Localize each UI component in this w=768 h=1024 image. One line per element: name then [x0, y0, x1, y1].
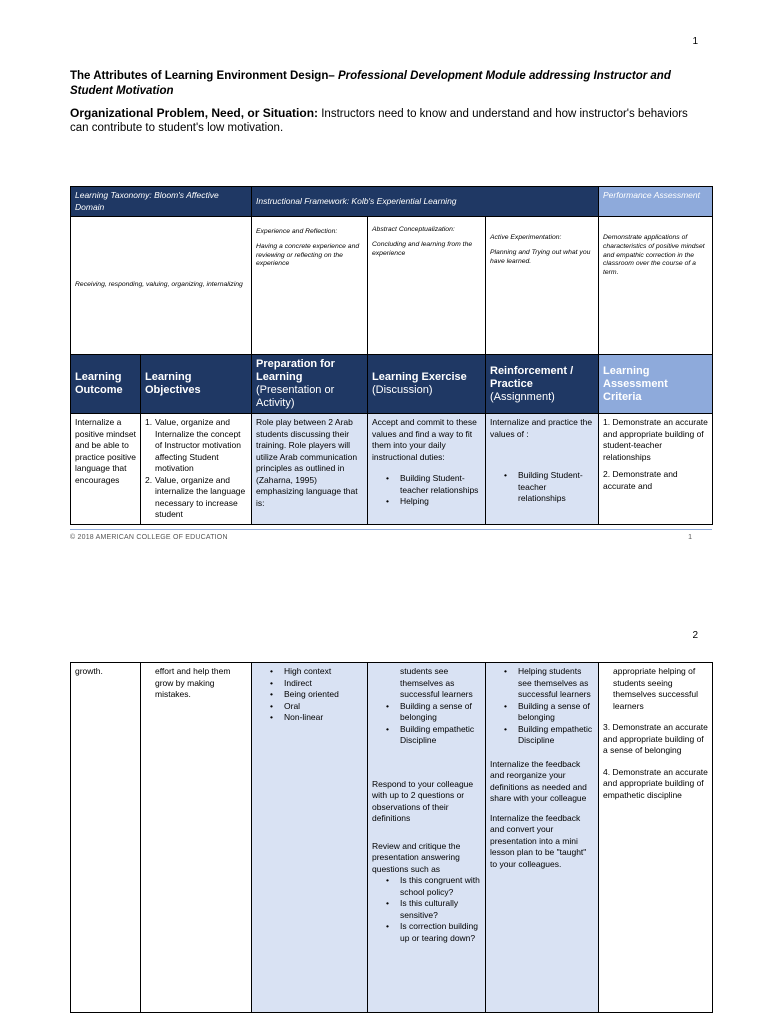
list-item: • Oral [256, 701, 363, 713]
list-item: • Is this congruent with school policy? [372, 875, 481, 898]
objectives-cell: 1. Value, organize and Internalize the concept of Instructor motivation affecting Student motivation 2. Value, organize and internalize the language necessary to increase student [141, 414, 252, 525]
page-number: 1 [692, 36, 698, 47]
list-item: • Building a sense of belonging [372, 701, 481, 724]
list-item: • Building Student-teacher relationships [372, 473, 481, 496]
active-experimentation-cell: Active Experimentation: Planning and Trying out what you have learned. [486, 217, 599, 355]
exercise-cell: students see themselves as successful learners • Building a sense of belonging • Building empathetic Discipline Respond to your colleague with up to 2 questions or observations of their definitions Review and critique the presentation answering questions such as • Is this congruent with school policy? • Is this culturally sensitive? • Is correction building up or tearing down? [368, 663, 486, 1013]
col-learning-exercise: Learning Exercise (Discussion) [368, 355, 486, 414]
performance-header: Performance Assessment [599, 187, 713, 217]
exercise-cell: Accept and commit to these values and find a way to fit them into your daily instructional duties: • Building Student-teacher relationships • Helping [368, 414, 486, 525]
col-learning-outcome: Learning Outcome [71, 355, 141, 414]
assessment-cell: 1. Demonstrate an accurate and appropriate building of student-teacher relationships 2. Demonstrate and accurate and [599, 414, 713, 525]
col-preparation: Preparation for Learning (Presentation or Activity) [252, 355, 368, 414]
reinforcement-cell: Internalize and practice the values of : • Building Student-teacher relationships [486, 414, 599, 525]
taxonomy-levels: Receiving, responding, valuing, organizing, internalizing [71, 217, 252, 355]
list-item: • Helping students see themselves as successful learners [490, 666, 594, 701]
list-item: • Building empathetic Discipline [490, 724, 594, 747]
col-learning-objectives: Learning Objectives [141, 355, 252, 414]
col-reinforcement: Reinforcement / Practice (Assignment) [486, 355, 599, 414]
reinforcement-cell [486, 663, 599, 1013]
footer-page-number: 1 [688, 534, 692, 541]
design-table-continued [70, 662, 713, 1013]
list-item: • Building Student-teacher relationships [490, 470, 594, 505]
list-item: • Is this culturally sensitive? [372, 898, 481, 921]
list-item: • Non-linear [256, 712, 363, 724]
list-item: • Building empathetic Discipline [372, 724, 481, 747]
title-subtitle: Professional Development Module addressing Instructor and Student Motivation [70, 70, 671, 97]
footer-divider [70, 529, 712, 530]
experience-reflection-cell: Experience and Reflection: Having a concrete experience and reviewing or reflecting on the experience [252, 217, 368, 355]
performance-assessment-cell: Demonstrate applications of characteristics of positive mindset and empathic correction in the classroom over the course of a term. [599, 217, 713, 355]
col-assessment-criteria: Learning Assessment Criteria [599, 355, 713, 414]
document-title: The Attributes of Learning Environment Design– Professional Development Module addressing Instructor and Student Motivation [70, 70, 671, 97]
page-number: 2 [692, 630, 698, 641]
list-item: • Helping [372, 496, 481, 508]
list-item: • High context [256, 666, 363, 678]
framework-header: Instructional Framework: Kolb's Experiential Learning [252, 187, 599, 217]
abstract-conceptualization-cell: Abstract Conceptualization: Concluding and learning from the experience [368, 217, 486, 355]
title-main: The Attributes of Learning Environment Design [70, 70, 329, 82]
outcome-cell: Internalize a positive mindset and be able to practice positive language that encourages [71, 414, 141, 525]
design-table [70, 186, 713, 525]
problem-statement [70, 106, 700, 135]
objectives-cell: effort and help them grow by making mistakes. [141, 663, 252, 1013]
assessment-cell: appropriate helping of students seeing themselves successful learners 3. Demonstrate an accurate and appropriate building of a sense of belonging 4. Demonstrate an accurate and appropriate building of empathetic discipline [599, 663, 713, 1013]
outcome-cell: growth. [71, 663, 141, 1013]
problem-text: Instructors need to know and understand and how instructor's behaviors can contribute to student's low motivation. [70, 108, 688, 134]
review-instruction: Review and critique the presentation answering questions such as [372, 840, 461, 874]
respond-instruction: Respond to your colleague with up to 2 questions or observations of their definitions [372, 778, 474, 823]
list-item: • Is correction building up or tearing down? [372, 921, 481, 944]
preparation-cell [252, 663, 368, 1013]
problem-label: Organizational Problem, Need, or Situation: [70, 106, 319, 120]
taxonomy-header: Learning Taxonomy: Bloom's Affective Domain [71, 187, 252, 217]
document-page-2 [0, 590, 768, 1024]
page-footer: © 2018 AMERICAN COLLEGE OF EDUCATION [70, 534, 228, 541]
convert-instruction: Internalize the feedback and convert your presentation into a mini lesson plan to be "taught" to your colleagues. [490, 812, 587, 869]
preparation-cell: Role play between 2 Arab students discussing their training. Role players will utilize Arab communication principles as outlined in (Zaharna, 1995) emphasizing language that is: [252, 414, 368, 525]
list-item: • Indirect [256, 678, 363, 690]
list-item: • Building a sense of belonging [490, 701, 594, 724]
list-item: • Being oriented [256, 689, 363, 701]
feedback-instruction: Internalize the feedback and reorganize your definitions as needed and share with your colleague [490, 758, 587, 803]
